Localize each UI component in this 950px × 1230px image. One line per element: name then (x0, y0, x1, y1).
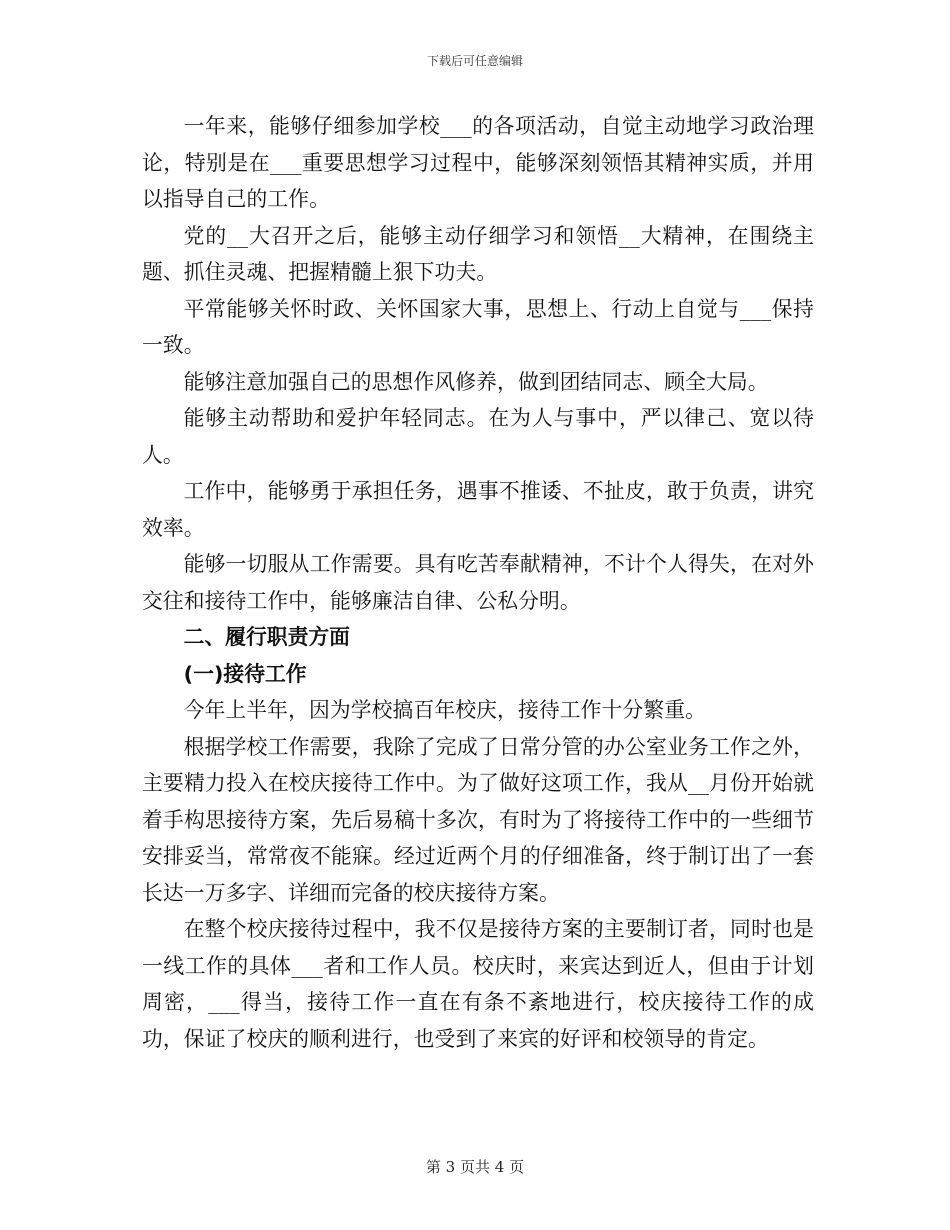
page-header: 下载后可任意编辑 (426, 54, 523, 68)
paragraph-2: 党的__大召开之后，能够主动仔细学习和领悟__大精神，在围绕主题、抓住灵魂、把握精髓上狠下功夫。 (142, 223, 814, 284)
page-footer: 第 3 页共 4 页 (425, 1158, 525, 1176)
paragraph-6: 工作中，能够勇于承担任务，遇事不推诿、不扯皮，敢于负责，讲究效率。 (142, 479, 814, 540)
paragraph-4: 能够注意加强自己的思想作风修养，做到团结同志、顾全大局。 (183, 369, 769, 394)
paragraph-7: 能够一切服从工作需要。具有吃苦奉献精神，不计个人得失，在对外交往和接待工作中，能够廉洁自律、公私分明。 (142, 552, 814, 613)
document-body (142, 108, 814, 1057)
paragraph-8: 今年上半年，因为学校搞百年校庆，接待工作十分繁重。 (183, 698, 707, 722)
paragraph-1: 一年来，能够仔细参加学校___的各项活动，自觉主动地学习政治理论，特别是在___重要思想学习过程中，能够深刻领悟其精神实质，并用以指导自己的工作。 (142, 114, 814, 211)
paragraph-3: 平常能够关怀时政、关怀国家大事，思想上、行动上自觉与___保持一致。 (142, 296, 814, 357)
section-heading: 二、履行职责方面 (183, 625, 350, 649)
paragraph-10: 在整个校庆接待过程中，我不仅是接待方案的主要制订者，同时也是一线工作的具体___者和工作人员。校庆时，来宾达到近人，但由于计划周密，___得当，接待工作一直在有条不紊地进行，校庆接待工作的成功，保证了校庆的顺利进行，也受到了来宾的好评和校领导的肯定。 (142, 917, 814, 1051)
paragraph-9: 根据学校工作需要，我除了完成了日常分管的办公室业务工作之外，主要精力投入在校庆接待工作中。为了做好这项工作，我从__月份开始就着手构思接待方案，先后易稿十多次，有时为了将接待工作中的一些细节安排妥当，常常夜不能寐。经过近两个月的仔细准备，终于制订出了一套长达一万多字、详细而完备的校庆接待方案。 (142, 734, 814, 905)
subsection-heading: (一)接待工作 (183, 661, 307, 686)
paragraph-5: 能够主动帮助和爱护年轻同志。在为人与事中，严以律己、宽以待人。 (142, 406, 814, 467)
